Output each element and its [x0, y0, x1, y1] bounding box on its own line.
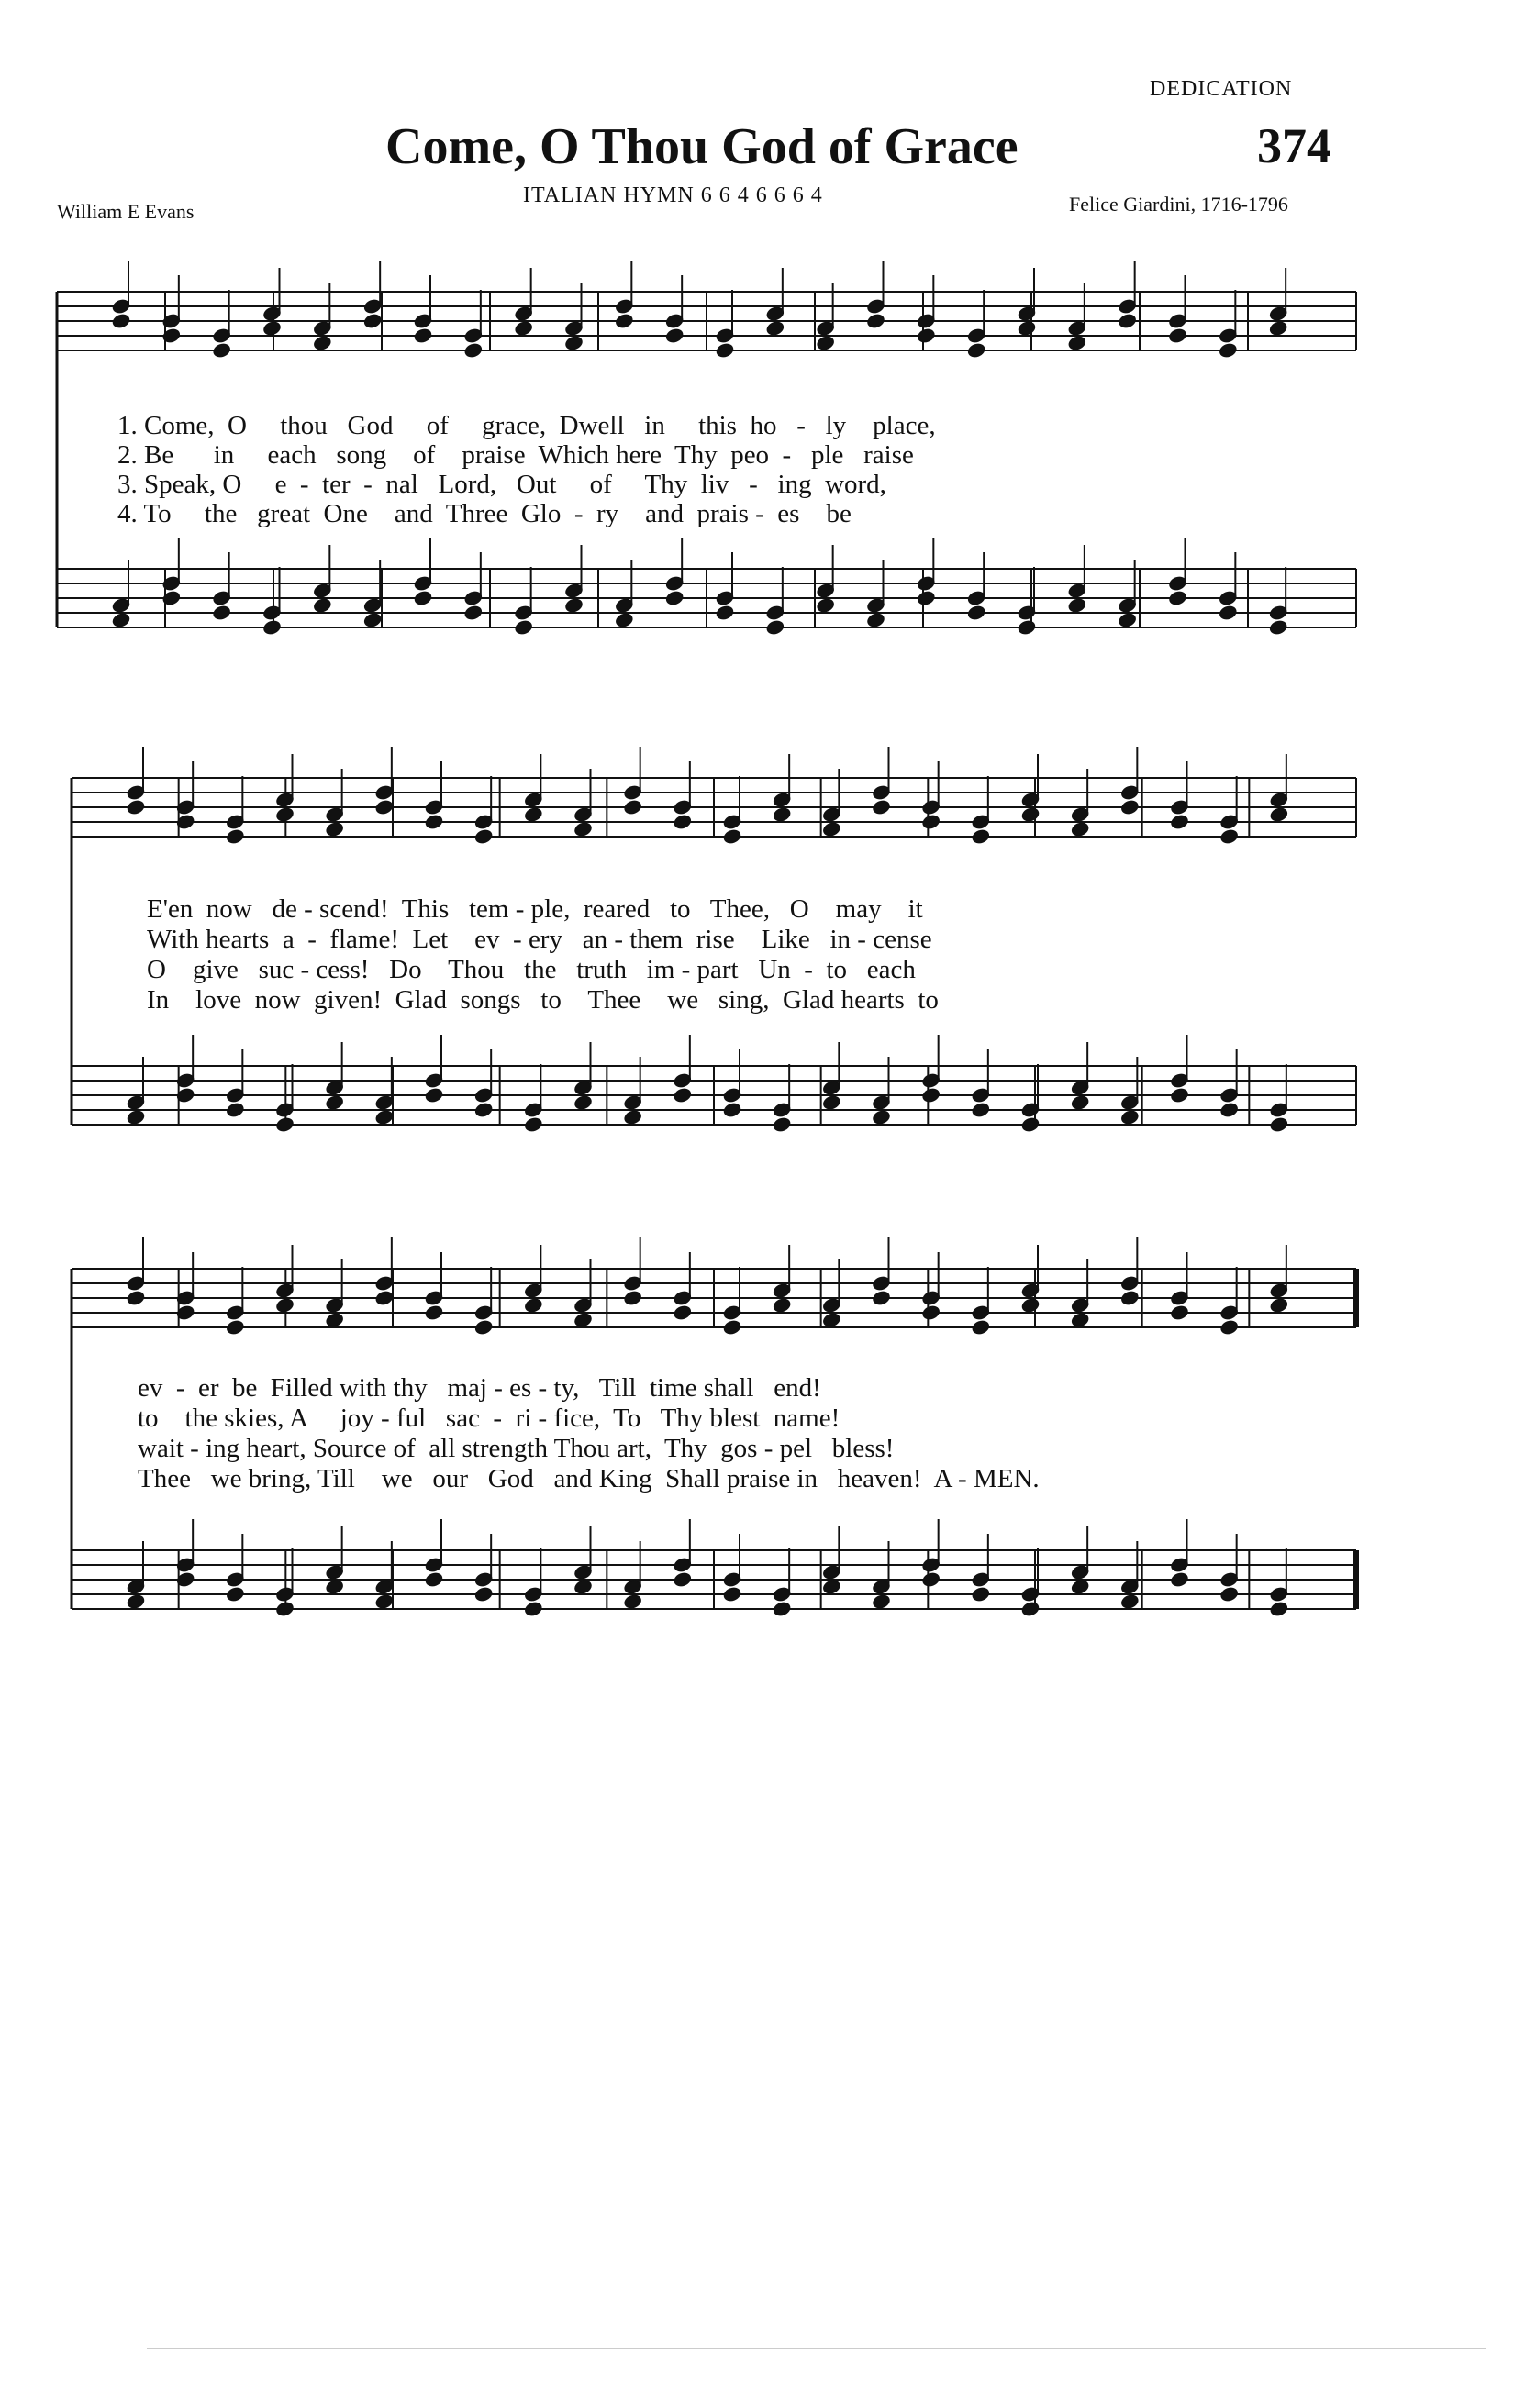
page-edge: [147, 2348, 1486, 2349]
lyric-line: 1. Come, O thou God of grace, Dwell in this ho - ly place,: [117, 411, 936, 440]
lyric-line: wait - ing heart, Source of all strength Thou art, Thy gos - pel bless!: [138, 1434, 895, 1463]
notehead: [1020, 1601, 1040, 1617]
notehead: [275, 1601, 295, 1617]
composer-credit: Felice Giardini, 1716-1796: [1069, 193, 1288, 216]
notehead: [362, 612, 382, 628]
notehead: [816, 597, 835, 614]
notehead: [463, 605, 483, 621]
notehead: [524, 1116, 543, 1133]
notehead: [212, 342, 231, 359]
notehead: [413, 327, 432, 344]
notehead: [765, 619, 785, 636]
notehead: [424, 814, 443, 830]
notehead: [917, 590, 936, 606]
notehead: [673, 814, 692, 830]
notehead: [573, 1312, 593, 1328]
notehead: [212, 605, 231, 621]
notehead: [872, 1109, 891, 1126]
notehead: [1269, 806, 1288, 823]
notehead: [1120, 1109, 1140, 1126]
notehead: [573, 821, 593, 838]
lyric-line: 2. Be in each song of praise Which here Thy peo - ple raise: [117, 440, 914, 470]
notehead: [413, 590, 432, 606]
notehead: [362, 313, 382, 329]
notehead: [126, 1593, 145, 1610]
notehead: [262, 619, 282, 636]
notehead: [765, 320, 785, 337]
notehead: [1219, 1586, 1239, 1603]
notehead: [374, 1109, 394, 1126]
hymn-title: Come, O Thou God of Grace: [385, 118, 1019, 175]
notehead: [111, 313, 130, 329]
notehead: [1120, 1593, 1140, 1610]
notehead: [564, 335, 584, 351]
notehead: [722, 1102, 741, 1118]
notehead: [966, 342, 985, 359]
notehead: [921, 1304, 941, 1321]
notehead: [866, 612, 885, 628]
notehead: [275, 1297, 295, 1314]
notehead: [1070, 1094, 1089, 1111]
lyric-line: to the skies, A joy - ful sac - ri - fice, To Thy blest name!: [138, 1404, 840, 1433]
notehead: [1020, 806, 1040, 823]
lyric-line: E'en now de - scend! This tem - ple, reared to Thee, O may it: [147, 894, 923, 924]
notehead: [921, 1571, 941, 1588]
notehead: [615, 612, 634, 628]
notehead: [524, 1297, 543, 1314]
notehead: [1017, 320, 1036, 337]
hymn-number: 374: [1257, 118, 1331, 173]
notehead: [463, 342, 483, 359]
notehead: [1219, 828, 1239, 845]
lyric-line: ev - er be Filled with thy maj - es - ty, Till time shall end!: [138, 1373, 821, 1403]
notehead: [673, 1571, 692, 1588]
notehead: [1070, 1312, 1089, 1328]
notehead: [1020, 1116, 1040, 1133]
notehead: [226, 1102, 245, 1118]
notehead: [623, 1109, 642, 1126]
notehead: [623, 799, 642, 816]
notehead: [325, 1094, 344, 1111]
notehead: [1017, 619, 1036, 636]
notehead: [226, 1319, 245, 1336]
notehead: [1070, 821, 1089, 838]
notehead: [374, 1290, 394, 1306]
notehead: [473, 1586, 493, 1603]
notehead: [1269, 1116, 1288, 1133]
notehead: [424, 1571, 443, 1588]
notehead: [374, 1593, 394, 1610]
notehead: [722, 828, 741, 845]
notehead: [1170, 1304, 1189, 1321]
notehead: [1268, 320, 1287, 337]
notehead: [473, 1319, 493, 1336]
notehead: [921, 814, 941, 830]
notehead: [325, 1579, 344, 1595]
lyric-line: 3. Speak, O e - ter - nal Lord, Out of Thy liv - ing word,: [117, 470, 886, 499]
notehead: [971, 1102, 990, 1118]
notehead: [772, 1601, 791, 1617]
lyric-line: 4. To the great One and Three Glo - ry and prais - es be: [117, 499, 852, 528]
notehead: [564, 597, 584, 614]
notehead: [664, 327, 684, 344]
notehead: [1268, 619, 1287, 636]
notehead: [1118, 313, 1137, 329]
notehead: [822, 821, 841, 838]
notehead: [822, 1312, 841, 1328]
notehead: [673, 1087, 692, 1104]
notehead: [872, 1290, 891, 1306]
notehead: [971, 1319, 990, 1336]
notehead: [822, 1579, 841, 1595]
notehead: [772, 1297, 791, 1314]
notehead: [126, 799, 145, 816]
notehead: [573, 1094, 593, 1111]
notehead: [816, 335, 835, 351]
notehead: [673, 1304, 692, 1321]
notehead: [623, 1593, 642, 1610]
notehead: [872, 799, 891, 816]
notehead: [275, 1116, 295, 1133]
notehead: [424, 1087, 443, 1104]
author-credit: William E Evans: [57, 200, 195, 223]
notehead: [1067, 597, 1086, 614]
notehead: [524, 1601, 543, 1617]
notehead: [623, 1290, 642, 1306]
tune-name: ITALIAN HYMN 6 6 4 6 6 6 4: [523, 183, 823, 207]
notehead: [1219, 1319, 1239, 1336]
notehead: [473, 1102, 493, 1118]
notehead: [1070, 1579, 1089, 1595]
notehead: [262, 320, 282, 337]
notehead: [473, 828, 493, 845]
notehead: [111, 612, 130, 628]
notehead: [872, 1593, 891, 1610]
notehead: [971, 1586, 990, 1603]
notehead: [772, 806, 791, 823]
notehead: [226, 828, 245, 845]
notehead: [772, 1116, 791, 1133]
notehead: [313, 597, 332, 614]
notehead: [424, 1304, 443, 1321]
notehead: [966, 605, 985, 621]
notehead: [822, 1094, 841, 1111]
notehead: [514, 320, 533, 337]
notehead: [615, 313, 634, 329]
notehead: [1170, 814, 1189, 830]
notehead: [313, 335, 332, 351]
lyric-line: In love now given! Glad songs to Thee we sing, Glad hearts to: [147, 985, 939, 1015]
notehead: [722, 1319, 741, 1336]
notehead: [1170, 1087, 1189, 1104]
notehead: [921, 1087, 941, 1104]
notehead: [275, 806, 295, 823]
notehead: [1269, 1297, 1288, 1314]
lyric-line: O give suc - cess! Do Thou the truth im - part Un - to each: [147, 955, 916, 984]
notehead: [917, 327, 936, 344]
lyric-line: With hearts a - flame! Let ev - ery an - them rise Like in - cense: [147, 925, 932, 954]
notehead: [1168, 590, 1187, 606]
notehead: [1120, 1290, 1140, 1306]
notehead: [325, 821, 344, 838]
notehead: [514, 619, 533, 636]
notehead: [1120, 799, 1140, 816]
notehead: [1067, 335, 1086, 351]
notehead: [1170, 1571, 1189, 1588]
hymn-category: DEDICATION: [1150, 77, 1293, 101]
notehead: [1269, 1601, 1288, 1617]
notehead: [524, 806, 543, 823]
notehead: [715, 605, 734, 621]
notehead: [573, 1579, 593, 1595]
notehead: [866, 313, 885, 329]
notehead: [971, 828, 990, 845]
notehead: [374, 799, 394, 816]
notehead: [715, 342, 734, 359]
notehead: [1118, 612, 1137, 628]
notehead: [1219, 1102, 1239, 1118]
notehead: [664, 590, 684, 606]
notehead: [226, 1586, 245, 1603]
notehead: [1168, 327, 1187, 344]
notehead: [126, 1290, 145, 1306]
notehead: [722, 1586, 741, 1603]
lyric-line: Thee we bring, Till we our God and King Shall praise in heaven! A - MEN.: [138, 1464, 1040, 1493]
notehead: [126, 1109, 145, 1126]
notehead: [1020, 1297, 1040, 1314]
notehead: [1219, 605, 1238, 621]
notehead: [1219, 342, 1238, 359]
notehead: [325, 1312, 344, 1328]
